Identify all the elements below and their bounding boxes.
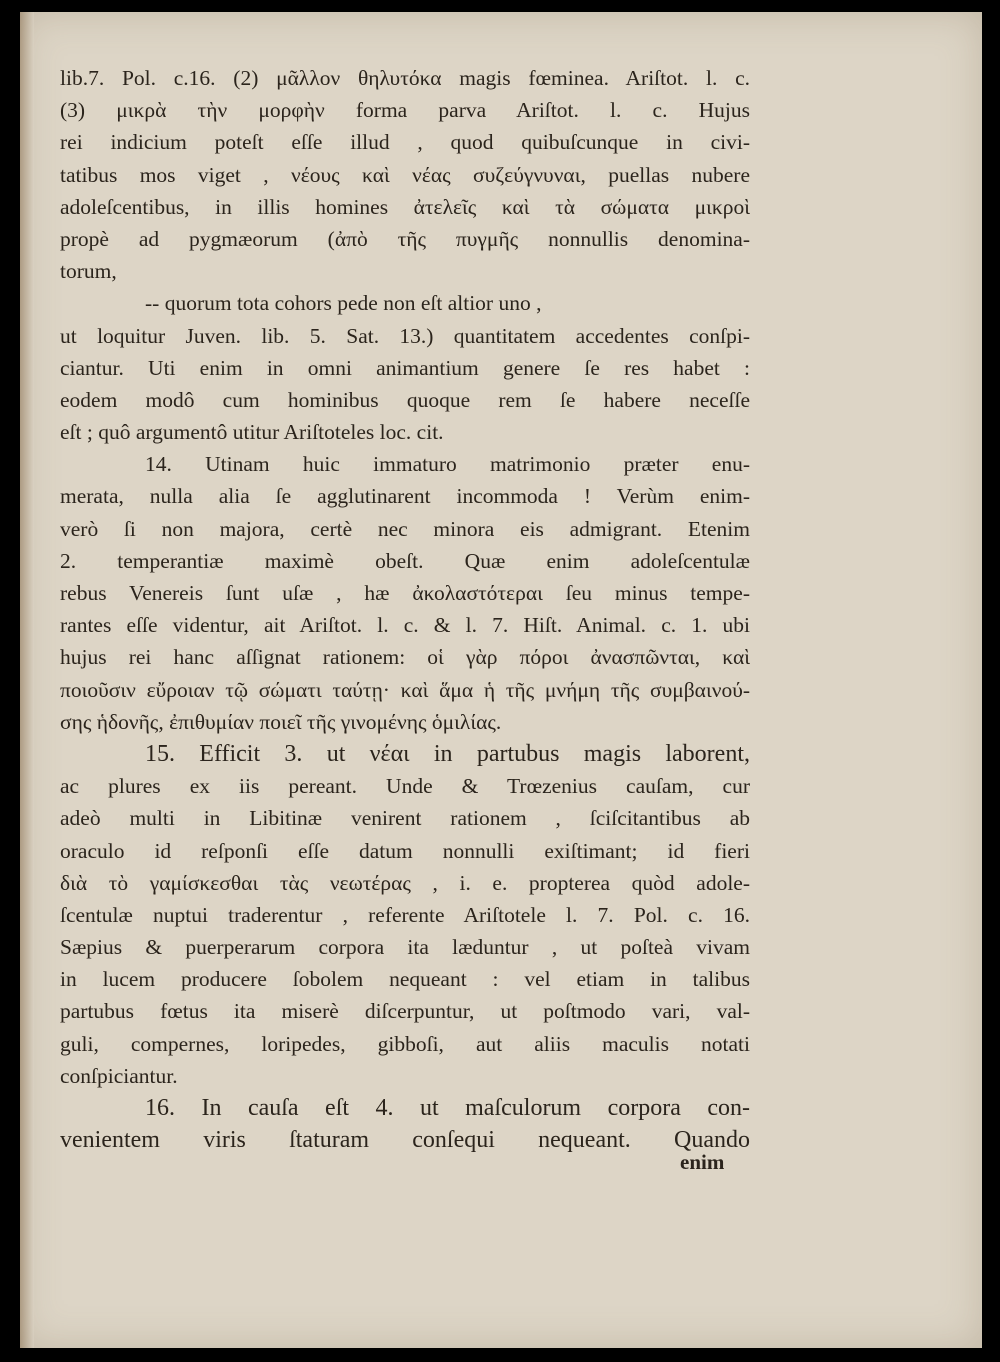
text-line: conſpiciantur. <box>60 1063 178 1088</box>
page-text-block <box>60 62 750 1156</box>
text-line: lib.7. Pol. c.16. (2) μᾶλλον θηλυτόκα magis fœminea. Ariſtot. l. c. <box>60 66 750 90</box>
text-line: hujus rei hanc aſſignat rationem: οἱ γὰρ πόροι ἀνασπῶνται, καὶ <box>60 645 750 670</box>
page-spine-shadow <box>20 12 34 1348</box>
book-page <box>20 12 982 1348</box>
text-line: tatibus mos viget , νέους καὶ νέας συζεύγνυναι, puellas nubere <box>60 162 750 187</box>
text-line: propè ad pygmæorum (ἀπὸ τῆς πυγμῆς nonnullis denomina- <box>60 226 750 251</box>
text-line: adeò multi in Libitinæ venirent rationem , ſciſcitantibus ab <box>60 806 750 831</box>
verse-quote-line: -- quorum tota cohors pede non eſt altior uno , <box>145 291 542 316</box>
text-line: (3) μικρὰ τὴν μορφὴν forma parva Ariſtot. l. c. Hujus <box>60 98 750 123</box>
text-line: torum, <box>60 259 117 284</box>
text-line: Sæpius & puerperarum corpora ita læduntur , ut poſteà vivam <box>60 935 750 960</box>
text-line: eſt ; quô argumentô utitur Ariſtoteles loc. cit. <box>60 420 444 445</box>
text-line: venientem viris ſtaturam conſequi nequeant. Quando <box>60 1127 750 1154</box>
text-line: rebus Venereis ſunt uſæ , hæ ἀκολαστότεραι ſeu minus tempe- <box>60 581 750 605</box>
text-line: adoleſcentibus, in illis homines ἀτελεῖς καὶ τὰ σώματα μικροὶ <box>60 194 750 219</box>
greek-quote-line: σης ἡδονῆς, ἐπιθυμίαν ποιεῖ τῆς γινομένης ὁμιλίας. <box>60 709 502 734</box>
text-line: guli, compernes, loripedes, gibboſi, aut aliis maculis notati <box>60 1031 750 1056</box>
text-line: διὰ τὸ γαμίσκεσθαι τὰς νεωτέρας , i. e. propterea quòd adole- <box>60 870 750 895</box>
text-line: partubus fœtus ita miserè diſcerpuntur, ut poſtmodo vari, val- <box>60 999 750 1024</box>
text-line: eodem modô cum hominibus quoque rem ſe habere neceſſe <box>60 387 750 412</box>
text-line: ſcentulæ nuptui traderentur , referente Ariſtotele l. 7. Pol. c. 16. <box>60 902 750 927</box>
text-line: rantes eſſe videntur, ait Ariſtot. l. c. & l. 7. Hiſt. Animal. c. 1. ubi <box>60 613 750 638</box>
text-line: ciantur. Uti enim in omni animantium genere ſe res habet : <box>60 355 750 380</box>
paragraph-16-start: 16. In cauſa eſt 4. ut maſculorum corpora con- <box>145 1095 750 1121</box>
text-line: ac plures ex iis pereant. Unde & Trœzenius cauſam, cur <box>60 774 750 799</box>
catchword: enim <box>680 1150 725 1174</box>
text-line: ut loquitur Juven. lib. 5. Sat. 13.) quantitatem accedentes conſpi- <box>60 323 750 348</box>
greek-quote-line: ποιοῦσιν εὔροιαν τῷ σώματι ταύτῃ· καὶ ἅμα ἡ τῆς μνήμη τῆς συμβαινού- <box>60 677 750 702</box>
text-line: rei indicium poteſt eſſe illud , quod quibuſcunque in civi- <box>60 130 750 155</box>
text-line: verò ſi non majora, certè nec minora eis admigrant. Etenim <box>60 516 750 541</box>
text-line: 2. temperantiæ maximè obeſt. Quæ enim adoleſcentulæ <box>60 548 750 573</box>
text-line: in lucem producere ſobolem nequeant : vel etiam in talibus <box>60 967 750 992</box>
text-line: merata, nulla alia ſe agglutinarent incommoda ! Verùm enim- <box>60 484 750 509</box>
paragraph-14-start: 14. Utinam huic immaturo matrimonio præter enu- <box>145 452 750 477</box>
paragraph-15-start: 15. Efficit 3. ut νέαι in partubus magis laborent, <box>145 740 750 767</box>
text-line: oraculo id reſponſi eſſe datum nonnulli exiſtimant; id fieri <box>60 838 750 863</box>
